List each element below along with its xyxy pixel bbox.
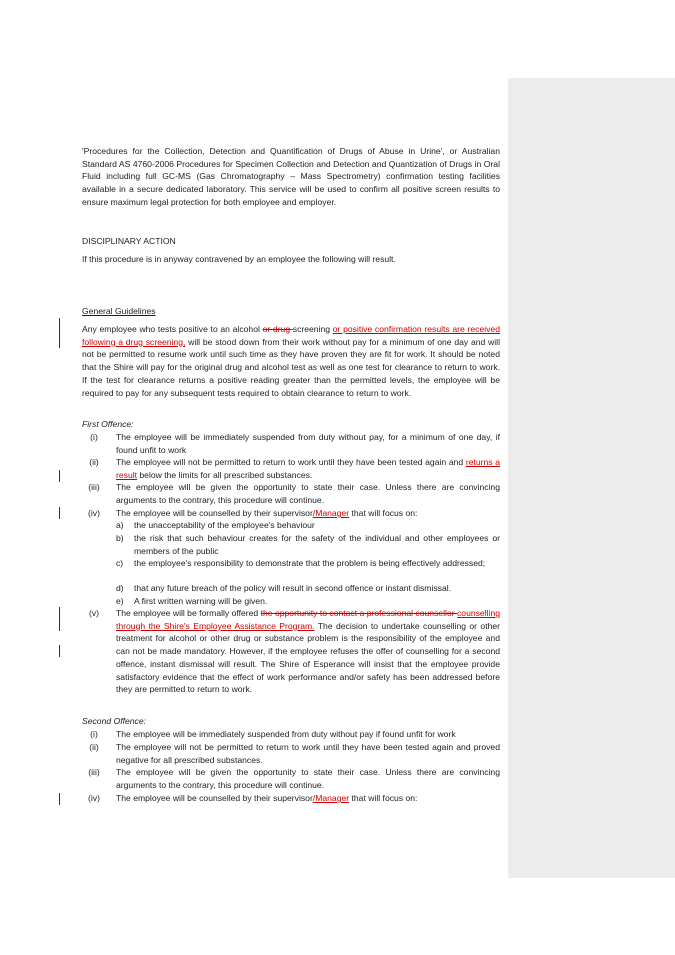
sub-item-letter: c) bbox=[116, 558, 124, 568]
text-run: The decision to undertake counselling or other treatment for alcohol or other drug or substance problem is the responsibility of the employee and can not be made mandatory. However, if the employee refuses the offer of counselling for a second offence, instant dismissal will result. The Shire of Esperance will insist that the employee provide satisfactory evidence that the effect of work performance and/or safety has been addressed before they are permitted to return to work. bbox=[116, 620, 500, 695]
tracked-insertion: /Manager bbox=[312, 793, 350, 803]
item-number: (iii) bbox=[88, 482, 100, 492]
intro-paragraph: 'Procedures for the Collection, Detection and Quantification of Drugs of Abuse in Urine', or Australian Standard AS 4760-2006 Procedures for Specimen Collection and Detection and Quantization of Drugs in Oral Fluid including full GC-MS (Gas Chromatography – Mass Spectrometry) confirmation testing facilities available in a secure dedicated laboratory. This service will be used to confirm all positive screen results to ensure maximum legal protection for both employee and employer. bbox=[82, 146, 500, 207]
text-run: below the limits for all prescribed substances. bbox=[137, 469, 313, 480]
sub-item-letter: e) bbox=[116, 596, 124, 606]
comments-pane bbox=[508, 78, 675, 878]
item-number: (v) bbox=[88, 608, 100, 618]
text-run: will be stood down from their work without pay for a minimum of one day and will not be permitted to resume work until such time as they have proven they are fit for work. It should be noted that the Shire will pay for the original drug and alcohol test as well as one test for clearance to return to work. If the test for clearance returns a positive reading greater than the permitted levels, the employee will be required to pay for any subsequent tests required to obtain clearance to return to work. bbox=[82, 336, 500, 398]
item-text: The employee will be given the opportunity to state their case. Unless there are convincing arguments to the contrary, this procedure will continue. bbox=[116, 767, 500, 790]
text-run: The employee will not be permitted to return to work until they have been tested again and bbox=[116, 457, 466, 467]
disciplinary-text: If this procedure is in anyway contravened by an employee the following will result. bbox=[82, 254, 396, 264]
tracked-deletion: the opportunity to contact a professional counsellor bbox=[260, 608, 457, 618]
item-number: (iii) bbox=[88, 767, 100, 777]
item-text bbox=[116, 507, 500, 520]
item-text bbox=[116, 456, 500, 481]
item-number: (i) bbox=[90, 729, 98, 739]
disciplinary-heading: DISCIPLINARY ACTION bbox=[82, 236, 176, 246]
item-number: (ii) bbox=[89, 457, 99, 467]
text-run: that will focus on: bbox=[349, 508, 418, 518]
change-bar bbox=[59, 607, 60, 631]
change-bar bbox=[59, 645, 60, 657]
sub-item-letter: b) bbox=[116, 533, 124, 543]
item-number: (iv) bbox=[88, 508, 100, 518]
sub-item-text: the risk that such behaviour creates for the safety of the individual and other employees or members of the public bbox=[134, 533, 500, 556]
change-bar bbox=[59, 470, 60, 482]
text-run: The employee will be counselled by their supervisor bbox=[116, 508, 313, 518]
tracked-deletion: or drug bbox=[262, 324, 293, 334]
item-text bbox=[116, 607, 500, 696]
item-text bbox=[116, 792, 500, 805]
item-text: The employee will be given the opportunity to state their case. Unless there are convincing arguments to the contrary, this procedure will continue. bbox=[116, 482, 500, 505]
first-offence-heading: First Offence: bbox=[82, 419, 134, 429]
general-guidelines-heading: General Guidelines bbox=[82, 306, 156, 316]
change-bar bbox=[59, 793, 60, 805]
text-run: The employee will be formally offered bbox=[116, 608, 261, 618]
sub-item-letter: d) bbox=[116, 583, 124, 593]
second-offence-heading: Second Offence: bbox=[82, 716, 147, 726]
change-bar bbox=[59, 507, 60, 519]
text-run: Any employee who tests positive to an alcohol bbox=[82, 324, 263, 334]
item-text: The employee will be immediately suspended from duty without pay, for a minimum of one day, if found unfit to work bbox=[116, 432, 500, 455]
general-guidelines-paragraph bbox=[82, 323, 500, 399]
item-number: (i) bbox=[90, 432, 98, 442]
item-number: (ii) bbox=[89, 742, 99, 752]
tracked-insertion: returns a result bbox=[116, 457, 501, 480]
item-text: The employee will not be permitted to return to work until they have been tested again and proved negative for all prescribed substances. bbox=[116, 742, 500, 765]
sub-item-text: that any future breach of the policy will result in second offence or instant dismissal. bbox=[134, 583, 452, 593]
item-text: The employee will be immediately suspended from duty without pay if found unfit for work bbox=[116, 729, 456, 739]
tracked-insertion: counselling through the Shire's Employee Assistance Program. bbox=[116, 608, 500, 631]
sub-item-text: the employee's responsibility to demonstrate that the problem is being effectively addressed; bbox=[134, 558, 486, 568]
text-run: The employee will be counselled by their supervisor bbox=[116, 793, 313, 803]
tracked-insertion: /Manager bbox=[312, 508, 350, 518]
change-bar bbox=[59, 318, 60, 348]
text-run: screening bbox=[292, 324, 333, 334]
tracked-insertion: or positive confirmation results are received following a drug screening, bbox=[82, 324, 500, 347]
sub-item-letter: a) bbox=[116, 520, 124, 530]
sub-item-text: the unacceptability of the employee's behaviour bbox=[134, 520, 315, 530]
text-run: that will focus on: bbox=[349, 793, 418, 803]
sub-item-text: A first written warning will be given. bbox=[134, 596, 268, 606]
item-number: (iv) bbox=[88, 793, 100, 803]
